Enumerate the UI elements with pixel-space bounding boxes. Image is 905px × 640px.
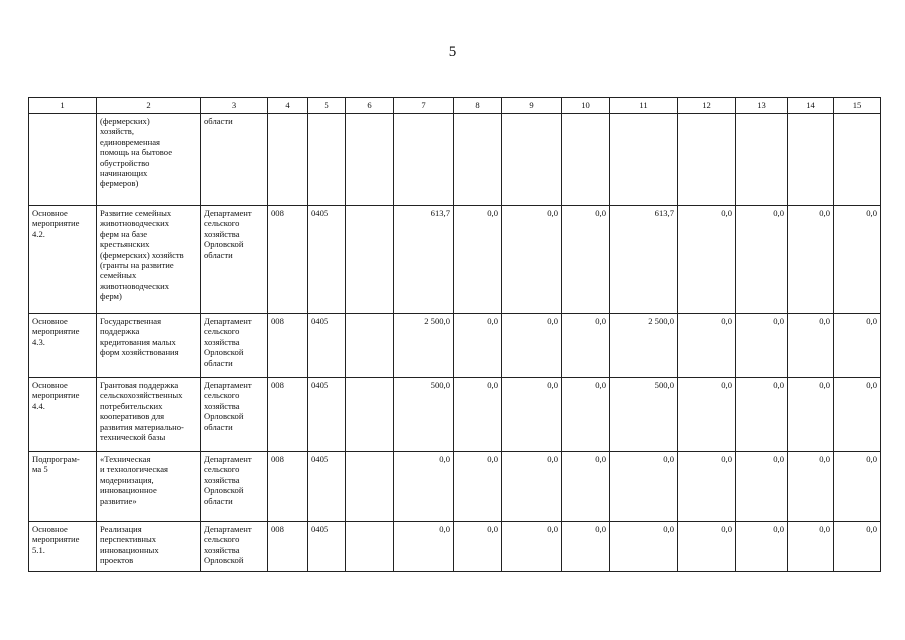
executor-cell-line: сельского — [204, 218, 240, 229]
event-code-cell — [29, 206, 97, 314]
event-code-cell-line: мероприятие — [32, 390, 80, 401]
section-code-cell: 0405 — [308, 522, 346, 572]
column-header: 15 — [834, 98, 881, 114]
executor-cell-line: Орловской — [204, 411, 244, 422]
event-name-cell-line: поддержка — [100, 326, 140, 337]
amount-cell — [788, 114, 834, 206]
event-name-cell-line: форм хозяйствования — [100, 347, 179, 358]
executor-cell-line: области — [204, 357, 233, 368]
amount-cell: 0,0 — [610, 452, 678, 522]
event-name-cell-line: кооперативов для — [100, 411, 165, 422]
event-name-cell-line: обустройство — [100, 157, 150, 168]
executor-cell-line: сельского — [204, 464, 240, 475]
event-code-cell-line: 4.4. — [32, 400, 45, 411]
amount-cell: 0,0 — [834, 206, 881, 314]
column-header: 13 — [736, 98, 788, 114]
column-header: 9 — [502, 98, 562, 114]
executor-cell-line: сельского — [204, 390, 240, 401]
amount-cell: 500,0 — [610, 378, 678, 452]
grbs-code-cell: 008 — [268, 314, 308, 378]
event-name-cell-line: Грантовая поддержка — [100, 380, 179, 390]
event-name-cell-line: Реализация — [100, 524, 142, 534]
executor-cell-line: области — [204, 116, 233, 126]
column-header: 7 — [394, 98, 454, 114]
target-code-cell — [346, 452, 394, 522]
amount-cell: 0,0 — [502, 522, 562, 572]
grbs-code-cell — [268, 114, 308, 206]
executor-cell-line: Департамент — [204, 208, 252, 218]
executor-cell-line: области — [204, 421, 233, 432]
executor-cell-line: Департамент — [204, 316, 252, 326]
amount-cell: 2 500,0 — [610, 314, 678, 378]
amount-cell: 613,7 — [394, 206, 454, 314]
amount-cell: 0,0 — [678, 452, 736, 522]
amount-cell: 0,0 — [610, 522, 678, 572]
amount-cell: 2 500,0 — [394, 314, 454, 378]
event-code-cell — [29, 314, 97, 378]
page-number: 5 — [448, 44, 457, 60]
amount-cell: 0,0 — [788, 206, 834, 314]
amount-cell: 0,0 — [454, 378, 502, 452]
amount-cell: 0,0 — [834, 522, 881, 572]
executor-cell-line: Департамент — [204, 454, 252, 464]
amount-cell: 0,0 — [678, 522, 736, 572]
amount-cell — [562, 114, 610, 206]
event-code-cell-line: мероприятие — [32, 218, 80, 229]
amount-cell: 0,0 — [502, 314, 562, 378]
amount-cell: 0,0 — [454, 452, 502, 522]
amount-cell: 613,7 — [610, 206, 678, 314]
executor-cell-line: хозяйства — [204, 336, 240, 347]
event-code-cell — [29, 522, 97, 572]
event-name-cell-line: развитие» — [100, 495, 137, 506]
target-code-cell — [346, 114, 394, 206]
column-header: 10 — [562, 98, 610, 114]
executor-cell-line: Департамент — [204, 380, 252, 390]
section-code-cell: 0405 — [308, 206, 346, 314]
amount-cell: 0,0 — [834, 314, 881, 378]
section-code-cell: 0405 — [308, 378, 346, 452]
event-name-cell-line: (фермерских) — [100, 116, 150, 126]
event-code-cell-line: 5.1. — [32, 544, 45, 555]
event-name-cell-line: Развитие семейных — [100, 208, 172, 218]
event-name-cell-line: ферм) — [100, 291, 122, 302]
event-name-cell — [97, 206, 201, 314]
amount-cell: 0,0 — [562, 206, 610, 314]
amount-cell: 0,0 — [788, 452, 834, 522]
amount-cell: 0,0 — [562, 452, 610, 522]
amount-cell: 0,0 — [454, 314, 502, 378]
amount-cell: 0,0 — [788, 522, 834, 572]
grbs-code-cell: 008 — [268, 452, 308, 522]
amount-cell: 0,0 — [834, 378, 881, 452]
event-name-cell-line: начинающих — [100, 168, 148, 179]
amount-cell: 0,0 — [678, 314, 736, 378]
amount-cell: 0,0 — [502, 452, 562, 522]
amount-cell — [736, 114, 788, 206]
amount-cell — [394, 114, 454, 206]
executor-cell-line: Департамент — [204, 524, 252, 534]
amount-cell: 0,0 — [788, 314, 834, 378]
event-code-cell — [29, 452, 97, 522]
grbs-code-cell: 008 — [268, 378, 308, 452]
table-row — [29, 114, 881, 206]
event-name-cell-line: модернизация, — [100, 474, 154, 485]
event-name-cell — [97, 114, 201, 206]
amount-cell: 0,0 — [736, 452, 788, 522]
amount-cell: 0,0 — [394, 452, 454, 522]
table-row — [29, 452, 881, 522]
executor-cell-line: сельского — [204, 534, 240, 545]
event-code-cell — [29, 114, 97, 206]
amount-cell — [610, 114, 678, 206]
event-name-cell-line: (гранты на развитие — [100, 260, 174, 271]
table-row — [29, 206, 881, 314]
grbs-code-cell: 008 — [268, 206, 308, 314]
event-name-cell-line: животноводческих — [100, 218, 170, 229]
event-name-cell-line: сельскохозяйственных — [100, 390, 183, 401]
amount-cell — [454, 114, 502, 206]
amount-cell: 0,0 — [502, 378, 562, 452]
event-name-cell-line: инновационных — [100, 544, 159, 555]
column-header: 4 — [268, 98, 308, 114]
event-name-cell — [97, 522, 201, 572]
event-name-cell-line: и технологическая — [100, 464, 168, 475]
event-name-cell-line: крестьянских — [100, 239, 150, 250]
header-row — [29, 98, 881, 114]
event-name-cell — [97, 314, 201, 378]
amount-cell: 0,0 — [736, 314, 788, 378]
event-name-cell-line: кредитования малых — [100, 336, 176, 347]
executor-cell — [201, 206, 268, 314]
event-code-cell-line: Основное — [32, 380, 68, 390]
event-name-cell-line: хозяйств, — [100, 126, 134, 137]
column-header: 3 — [201, 98, 268, 114]
amount-cell: 0,0 — [736, 378, 788, 452]
event-code-cell-line: 4.3. — [32, 336, 45, 347]
executor-cell-line: хозяйства — [204, 228, 240, 239]
executor-cell-line: Орловской — [204, 485, 244, 496]
event-name-cell-line: помощь на бытовое — [100, 147, 173, 158]
amount-cell: 0,0 — [454, 206, 502, 314]
amount-cell: 0,0 — [736, 522, 788, 572]
amount-cell: 0,0 — [788, 378, 834, 452]
event-name-cell-line: инновационное — [100, 485, 157, 496]
column-header: 5 — [308, 98, 346, 114]
target-code-cell — [346, 378, 394, 452]
executor-cell — [201, 314, 268, 378]
amount-cell: 0,0 — [562, 522, 610, 572]
event-name-cell-line: единовременная — [100, 136, 160, 147]
amount-cell — [834, 114, 881, 206]
event-code-cell-line: Основное — [32, 316, 68, 326]
target-code-cell — [346, 206, 394, 314]
event-name-cell-line: животноводческих — [100, 280, 170, 291]
event-code-cell-line: Подпрограм- — [32, 454, 80, 464]
section-code-cell: 0405 — [308, 452, 346, 522]
event-name-cell — [97, 452, 201, 522]
event-name-cell-line: перспективных — [100, 534, 157, 545]
executor-cell — [201, 378, 268, 452]
column-header: 11 — [610, 98, 678, 114]
event-name-cell-line: семейных — [100, 270, 137, 281]
column-header: 14 — [788, 98, 834, 114]
event-code-cell-line: Основное — [32, 524, 68, 534]
column-header: 12 — [678, 98, 736, 114]
amount-cell: 0,0 — [562, 378, 610, 452]
section-code-cell — [308, 114, 346, 206]
amount-cell: 0,0 — [736, 206, 788, 314]
table-row — [29, 314, 881, 378]
event-code-cell-line: ма 5 — [32, 464, 48, 475]
event-name-cell-line: потребительских — [100, 400, 163, 411]
table-row — [29, 522, 881, 572]
event-name-cell — [97, 378, 201, 452]
amount-cell — [678, 114, 736, 206]
executor-cell-line: хозяйства — [204, 544, 240, 555]
amount-cell: 0,0 — [834, 452, 881, 522]
event-name-cell-line: (фермерских) хозяйств — [100, 249, 184, 260]
table-row — [29, 378, 881, 452]
event-name-cell-line: Государственная — [100, 316, 162, 326]
grbs-code-cell: 008 — [268, 522, 308, 572]
amount-cell: 0,0 — [678, 378, 736, 452]
event-name-cell-line: «Техническая — [100, 454, 151, 464]
section-code-cell: 0405 — [308, 314, 346, 378]
column-header: 2 — [97, 98, 201, 114]
amount-cell: 500,0 — [394, 378, 454, 452]
event-name-cell-line: проектов — [100, 555, 134, 566]
executor-cell-line: области — [204, 495, 233, 506]
executor-cell-line: хозяйства — [204, 474, 240, 485]
target-code-cell — [346, 314, 394, 378]
event-code-cell-line: мероприятие — [32, 326, 80, 337]
executor-cell — [201, 114, 268, 206]
amount-cell: 0,0 — [454, 522, 502, 572]
event-name-cell-line: развития материально- — [100, 421, 184, 432]
amount-cell — [502, 114, 562, 206]
event-name-cell-line: ферм на базе — [100, 228, 148, 239]
executor-cell-line: Орловской — [204, 555, 244, 566]
executor-cell-line: области — [204, 249, 233, 260]
column-header: 1 — [29, 98, 97, 114]
column-header: 8 — [454, 98, 502, 114]
amount-cell: 0,0 — [678, 206, 736, 314]
executor-cell-line: сельского — [204, 326, 240, 337]
amount-cell: 0,0 — [394, 522, 454, 572]
column-header: 6 — [346, 98, 394, 114]
event-code-cell-line: 4.2. — [32, 228, 45, 239]
event-code-cell-line: Основное — [32, 208, 68, 218]
executor-cell — [201, 522, 268, 572]
event-code-cell — [29, 378, 97, 452]
event-code-cell-line: мероприятие — [32, 534, 80, 545]
target-code-cell — [346, 522, 394, 572]
event-name-cell-line: фермеров) — [100, 178, 139, 189]
executor-cell-line: хозяйства — [204, 400, 240, 411]
amount-cell: 0,0 — [562, 314, 610, 378]
budget-table — [28, 97, 881, 572]
executor-cell — [201, 452, 268, 522]
executor-cell-line: Орловской — [204, 239, 244, 250]
executor-cell-line: Орловской — [204, 347, 244, 358]
amount-cell: 0,0 — [502, 206, 562, 314]
event-name-cell-line: технической базы — [100, 432, 166, 443]
